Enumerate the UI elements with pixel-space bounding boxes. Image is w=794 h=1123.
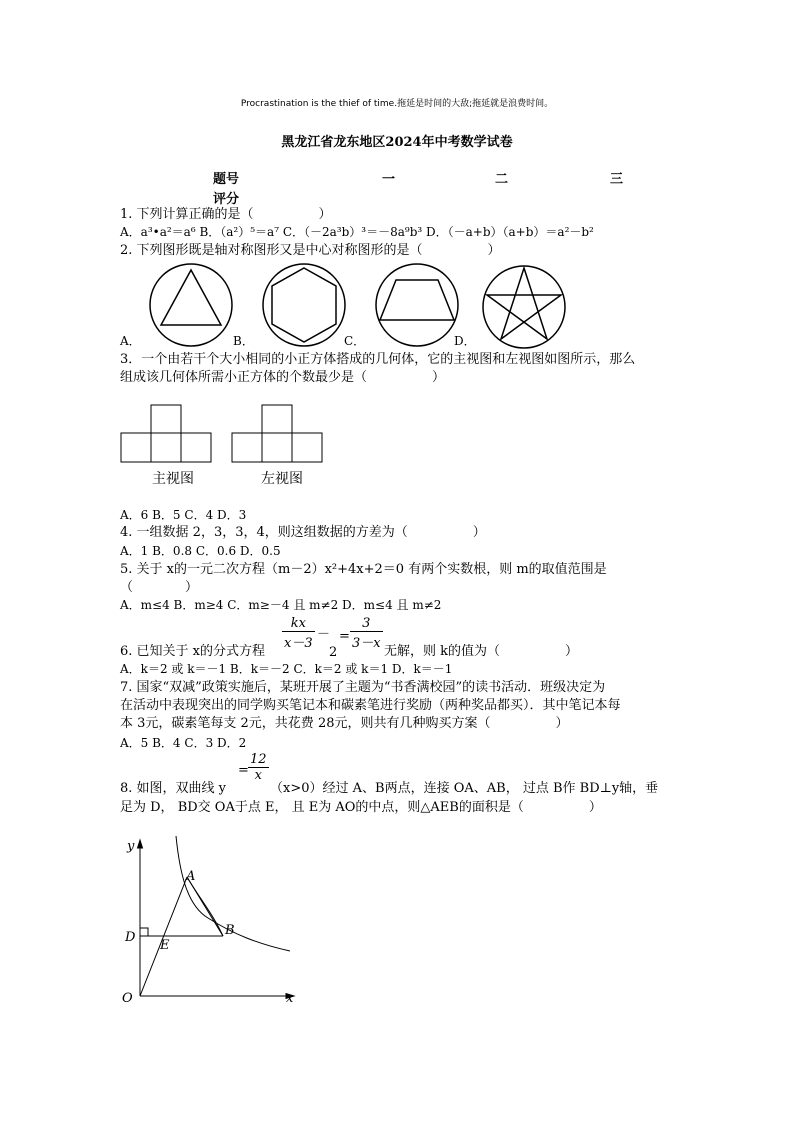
q2-stem: 2. 下列图形既是轴对称图形又是中心对称图形的是（ ） — [120, 243, 501, 258]
q4-stem: 4. 一组数据 2，3，3，4，则这组数据的方差为（ ） — [120, 525, 486, 540]
q3-front-view — [120, 404, 212, 464]
q3-stem-line1: 3．一个由若干个大小相同的小正方体搭成的几何体，它的主视图和左视图如图所示，那么 — [120, 352, 636, 367]
q8-stem-line1: （x>0）经过 A、B两点，连接 OA、AB， 过点 B作 BD⊥y轴，垂 — [270, 781, 659, 796]
q6-fraction-kx — [282, 616, 315, 651]
q6-frac1-num: kx — [282, 616, 315, 632]
motto-header: Procrastination is the thief of time.拖延是时间的大敌;拖延就是浪费时间。 — [240, 99, 554, 109]
q8-frac-den: x — [254, 768, 262, 783]
score-table-col-3: 三 — [610, 172, 624, 187]
q8-equals: = — [238, 763, 249, 778]
exam-title: 黑龙江省龙东地区2024年中考数学试卷 — [281, 135, 513, 150]
q2-figure-d — [481, 264, 567, 350]
q6-two: 2 — [329, 645, 338, 660]
q8-frac-num: 12 — [250, 752, 267, 767]
q2-label-c: C． — [344, 334, 366, 348]
q1-options: A．a³•a²＝a⁶ B．（a²）⁵＝a⁷ C．（－2a³b）³＝－8a⁹b³ D．（－a+b）（a+b）＝a²－b² — [120, 225, 594, 239]
q7-options: A．5 B．4 C．3 D．2 — [120, 736, 247, 750]
score-table-header-label: 题号 — [213, 172, 240, 187]
q8-stem-prefix: 8. 如图，双曲线 y — [120, 781, 227, 796]
q5-stem-line2: （ ） — [120, 580, 199, 595]
label-b: B — [225, 923, 235, 938]
q6-frac2-num: 3 — [350, 616, 383, 632]
label-y: y — [127, 839, 135, 854]
q7-stem-line1: 7. 国家“双减”政策实施后，某班开展了主题为“书香满校园”的读书活动．班级决定为 — [120, 680, 606, 695]
q3-options: A．6 B．5 C．4 D．3 — [120, 508, 247, 522]
q3-left-view — [231, 404, 323, 464]
q3-stem-line2: 组成该几何体所需小正方体的个数最少是（ ） — [120, 370, 446, 385]
q7-stem-line3: 本 3元，碳素笔每支 2元，共花费 28元，则共有几种购买方案（ ） — [120, 716, 569, 731]
label-d: D — [125, 930, 136, 945]
q4-options: A．1 B．0.8 C．0.6 D．0.5 — [120, 544, 281, 558]
q6-fraction-3 — [350, 616, 383, 651]
label-o: O — [122, 991, 133, 1006]
q6-frac1-den: x－3 — [284, 636, 313, 651]
q7-stem-line2: 在活动中表现突出的同学购买笔记本和碳素笔进行奖励（两种奖品都买）．其中笔记本每 — [120, 698, 621, 713]
score-table-col-2: 二 — [495, 172, 509, 187]
q3-front-caption: 主视图 — [152, 471, 194, 487]
q1-stem: 1. 下列计算正确的是（ ） — [120, 207, 332, 222]
q5-stem-line1: 5. 关于 x的一元二次方程（m－2）x²+4x+2＝0 有两个实数根，则 m的取值范围是 — [120, 562, 607, 577]
q8-figure — [118, 836, 304, 1012]
q8-stem-line2: 足为 D， BD交 OA于点 E， 且 E为 AO的中点，则△AEB的面积是（ ） — [120, 800, 602, 815]
q2-figure-c — [374, 262, 460, 348]
q6-frac2-den: 3－x — [352, 636, 381, 651]
score-table-col-1: 一 — [382, 172, 396, 187]
score-table-row-label: 评分 — [213, 192, 240, 207]
q2-label-b: B． — [233, 334, 254, 348]
label-e: E — [160, 938, 170, 953]
q2-label-a: A． — [120, 334, 141, 348]
q6-stem-prefix: 6. 已知关于 x的分式方程 — [120, 644, 265, 659]
q2-label-d: D． — [454, 334, 476, 348]
q6-stem-suffix: 无解，则 k的值为（ ） — [384, 644, 579, 659]
q6-equals: = — [339, 629, 350, 644]
label-x: x — [286, 991, 294, 1006]
q5-options: A．m≤4 B．m≥4 C．m≥－4 且 m≠2 D．m≤4 且 m≠2 — [120, 598, 442, 612]
q8-fraction — [248, 752, 269, 783]
q3-left-caption: 左视图 — [261, 471, 303, 487]
q2-figure-a — [148, 262, 234, 348]
q2-figure-b — [261, 262, 347, 348]
label-a: A — [186, 869, 196, 884]
q6-minus: － — [317, 627, 331, 642]
q6-options: A．k＝2 或 k＝－1 B．k＝－2 C．k＝2 或 k＝1 D．k＝－1 — [120, 662, 453, 676]
